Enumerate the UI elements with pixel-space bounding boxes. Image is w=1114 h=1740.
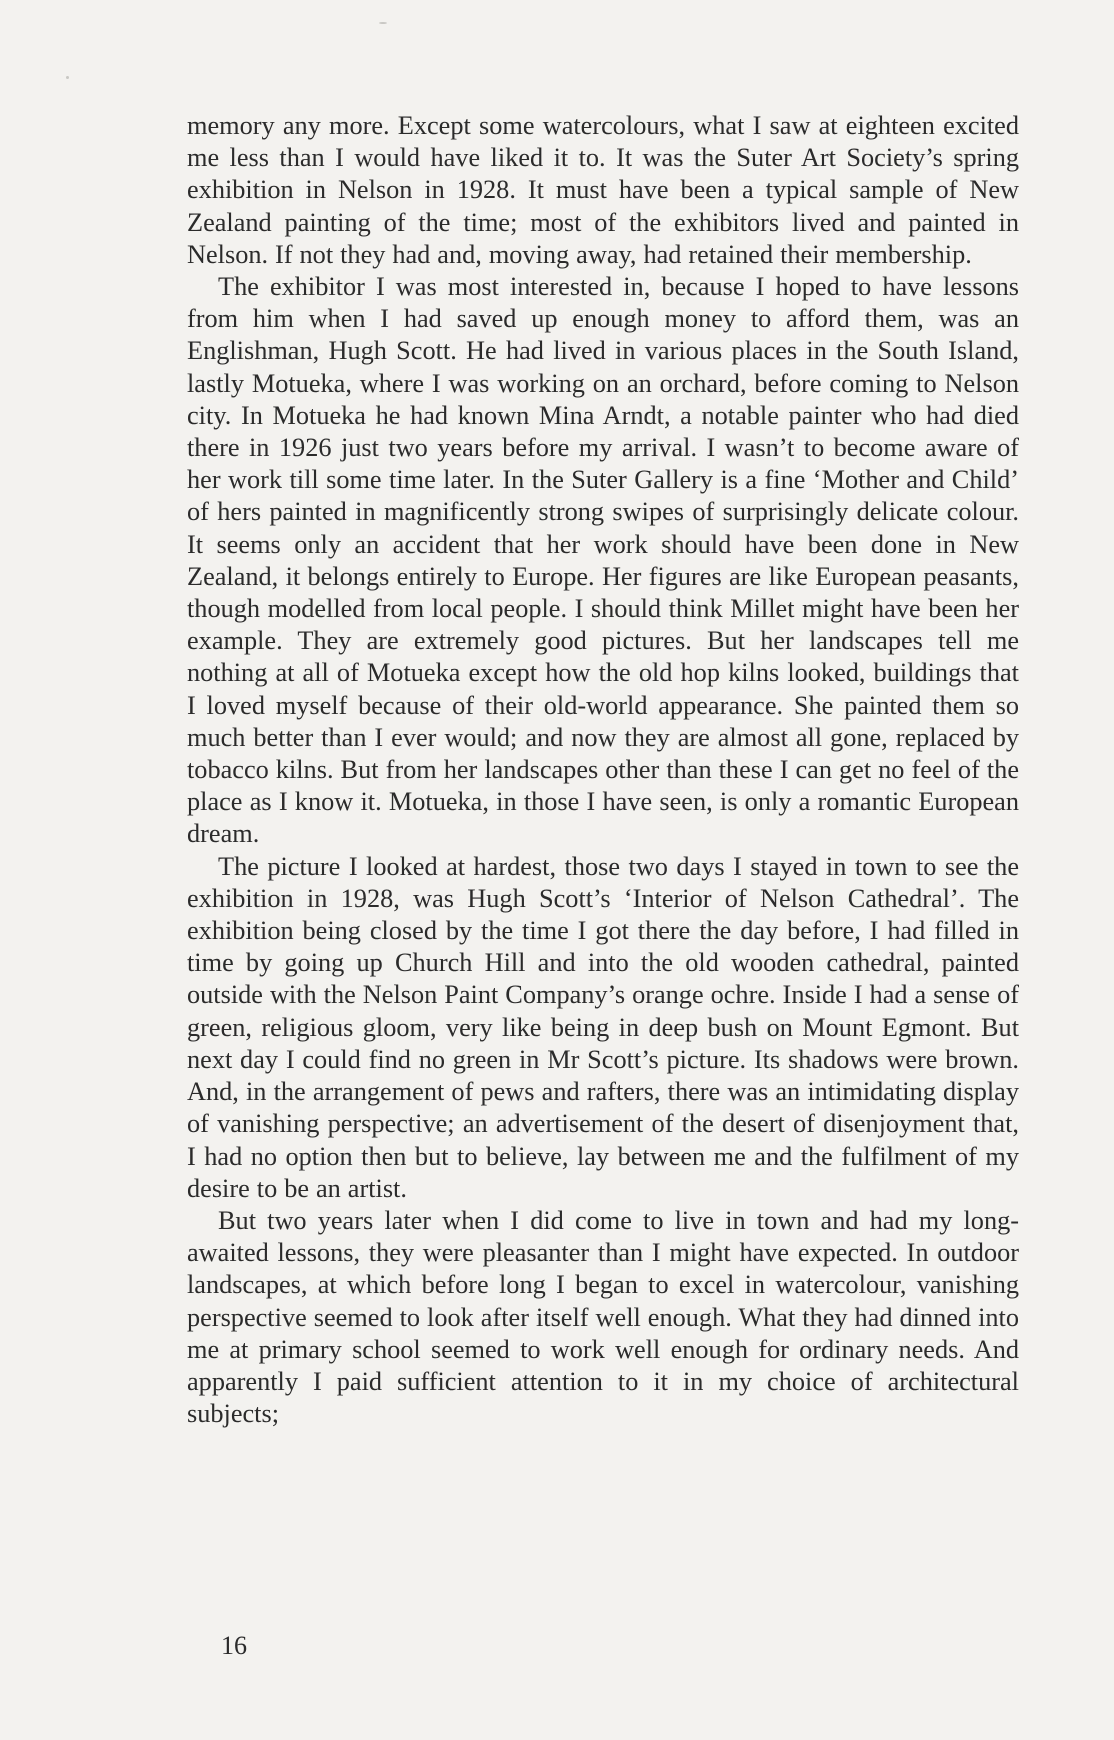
paper-speck — [379, 22, 387, 24]
page-number: 16 — [221, 1631, 247, 1660]
paragraph-1: memory any more. Except some watercolours, what I saw at eighteen excited me less than I would have liked it to. It was the Suter Art Society’s spring exhibition in Nelson in 1928. It must have been a typical sample of New Zealand painting of the time; most of the exhibitors lived and painted in Nelson. If not they had and, moving away, had retained their membership. — [187, 111, 1019, 269]
paragraph-2: The exhibitor I was most interested in, because I hoped to have lessons from him when I had saved up enough money to afford them, was an Englishman, Hugh Scott. He had lived in various places in the South Island, lastly Motueka, where I was working on an orchard, before coming to Nelson city. In Motueka he had known Mina Arndt, a notable painter who had died there in 1926 just two years before my arrival. I wasn’t to become aware of her work till some time later. In the Suter Gallery is a fine ‘Mother and Child’ of hers painted in magnificently strong swipes of surprisingly delicate colour. It seems only an accident that her work should have been done in New Zealand, it belongs entirely to Europe. Her figures are like European peasants, though modelled from local people. I should think Millet might have been her example. They are extremely good pictures. But her landscapes tell me nothing at all of Motueka except how the old hop kilns looked, buildings that I loved myself because of their old-world appearance. She painted them so much better than I ever would; and now they are almost all gone, replaced by tobacco kilns. But from her landscapes other than these I can get no feel of the place as I know it. Motueka, in those I have seen, is only a romantic European dream. — [187, 272, 1019, 849]
body-text — [187, 110, 1019, 1430]
paragraph-3: The picture I looked at hardest, those two days I stayed in town to see the exhibition in 1928, was Hugh Scott’s ‘Interior of Nelson Cathedral’. The exhibition being closed by the time I got there the day before, I had filled in time by going up Church Hill and into the old wooden cathedral, painted outside with the Nelson Paint Company’s orange ochre. Inside I had a sense of green, religious gloom, very like being in deep bush on Mount Egmont. But next day I could find no green in Mr Scott’s picture. Its shadows were brown. And, in the arrangement of pews and rafters, there was an intimidating display of vanishing perspective; an advertisement of the desert of disenjoyment that, I had no option then but to believe, lay between me and the fulfilment of my desire to be an artist. — [187, 851, 1019, 1203]
paragraph-4: But two years later when I did come to live in town and had my long-awaited lessons, they were pleasanter than I might have expected. In outdoor landscapes, at which before long I began to excel in watercolour, vanishing perspective seemed to look after itself well enough. What they had dinned into me at primary school seemed to work well enough for ordinary needs. And apparently I paid sufficient attention to it in my choice of architectural subjects; — [187, 1205, 1019, 1429]
paper-speck — [66, 76, 69, 79]
